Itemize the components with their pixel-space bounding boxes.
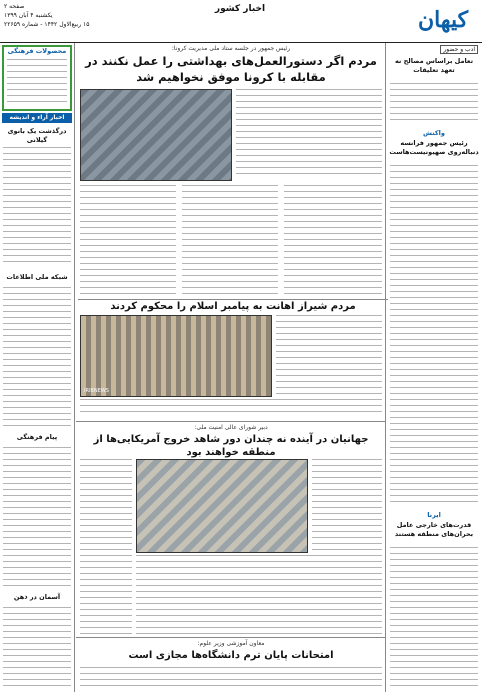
brief-text <box>390 83 478 123</box>
main-column <box>76 43 386 692</box>
issue-number: ۱۵ ربیع‌الاول ۱۴۴۲ - شماره ۲۲۶۵۹ <box>4 21 90 28</box>
third-headline: جهانیان در آینده نه چندان دور شاهد خروج آمریکایی‌ها از منطقه خواهند بود <box>93 434 369 458</box>
lead-headline: مردم اگر دستورالعمل‌های بهداشتی را عمل نکنند در مقابله با کرونا موفق نخواهیم شد <box>85 54 377 84</box>
brief-title: تعامل براساس مصالح نه تعهد تعلیقات <box>394 57 474 74</box>
shiraz-photo <box>80 315 272 397</box>
left-box-text <box>7 59 67 103</box>
fourth-text <box>80 667 382 689</box>
third-story <box>76 421 386 461</box>
left-box-title: محصولات فرهنگی <box>7 47 67 55</box>
lead-photo <box>80 89 232 181</box>
left-column <box>0 43 75 692</box>
lead-text-2 <box>80 185 176 295</box>
brand-logo: کیهان <box>417 7 469 33</box>
second-text-2 <box>80 399 382 417</box>
left-item-3: پیام فرهنگی <box>16 433 58 441</box>
section-badge: ادب و حضور <box>440 45 478 54</box>
left-item-4: آسمان در ذهن <box>13 593 61 601</box>
left-feature-box <box>2 45 72 111</box>
right-column <box>385 43 482 692</box>
lead-text-4 <box>284 185 382 295</box>
story2-text <box>390 547 478 687</box>
left-text-1 <box>3 147 71 267</box>
opinion-label: اخبار آراء و اندیشه <box>2 113 72 123</box>
fourth-headline: امتحانات پایان ترم دانشگاه‌ها مجازی است <box>128 650 334 661</box>
lead-kicker: رئیس جمهور در جلسه ستاد ملی مدیریت کرونا: <box>171 45 291 52</box>
issue-meta <box>4 2 104 29</box>
third-kicker: دبیر شورای عالی امنیت ملی: <box>194 424 268 431</box>
third-text-3 <box>136 555 382 635</box>
lead-text-3 <box>182 185 278 295</box>
left-text-2 <box>3 287 71 427</box>
lead-text-1 <box>236 89 382 179</box>
masthead <box>0 0 482 43</box>
left-item-2: شبکه ملی اطلاعات <box>6 273 68 281</box>
story2-kicker: ایرنا <box>427 511 441 519</box>
third-text-2 <box>80 459 132 635</box>
meeting-photo <box>136 459 308 553</box>
story1-title: رئیس جمهور فرانسه دنباله‌روی صهیونیست‌هاست <box>389 139 479 156</box>
second-text-1 <box>276 315 382 395</box>
third-text-1 <box>312 459 382 551</box>
story1-kicker: واکنش <box>423 129 445 137</box>
left-text-4 <box>3 607 71 687</box>
second-headline: مردم شیراز اهانت به پیامبر اسلام را محکوم کردند <box>78 299 388 313</box>
story2-title: قدرت‌های خارجی عامل بحران‌های منطقه هستند <box>394 521 474 538</box>
story1-text <box>390 165 478 505</box>
left-item-1: درگذشت یک بانوی گیلانی <box>7 127 67 144</box>
fourth-kicker: معاون آموزشی وزیر علوم: <box>197 640 265 647</box>
photo-credit: IRIBNEWS <box>84 388 109 394</box>
fourth-story <box>76 637 386 664</box>
section-title: اخبار کشور <box>214 4 266 14</box>
issue-date: یکشنبه ۴ آبان ۱۳۹۹ <box>4 12 53 19</box>
left-text-3 <box>3 447 71 587</box>
page-number: صفحه ۲ <box>4 3 25 10</box>
